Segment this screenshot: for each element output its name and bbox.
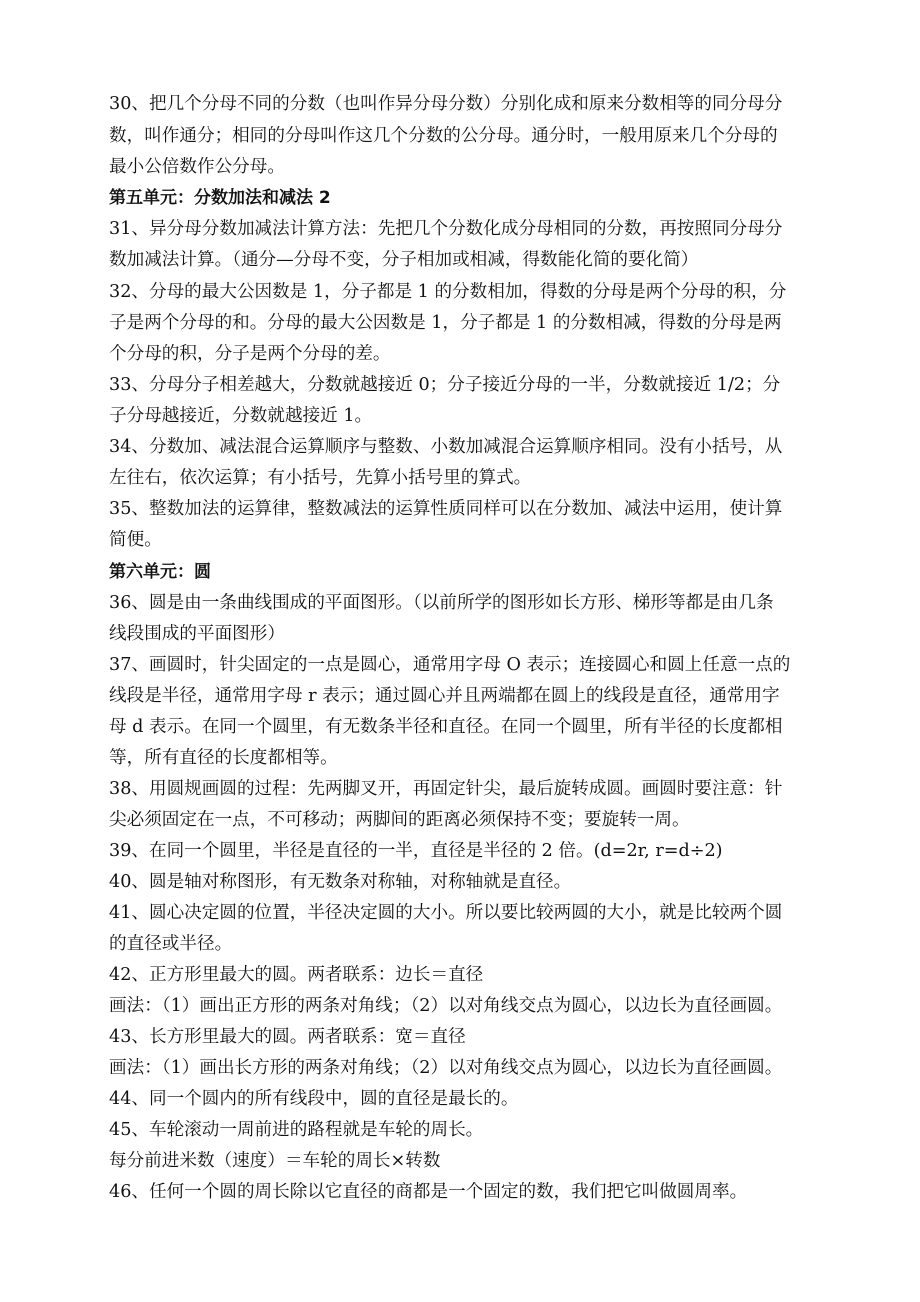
text-line-item-30-line-2: 数，叫作通分；相同的分母叫作这几个分数的公分母。通分时，一般用原来几个分母的 [109,126,778,146]
text-line-item-34-line-2: 左往右，依次运算；有小括号，先算小括号里的算式。 [109,468,532,488]
text-line-item-37-line-4: 等，所有直径的长度都相等。 [109,748,338,768]
text-line-item-36-line-1: 36、圆是由一条曲线围成的平面图形。（以前所学的图形如长方形、梯形等都是由几条 [109,593,774,613]
text-line-item-42: 42、正方形里最大的圆。两者联系：边长＝直径 [109,965,484,985]
text-line-item-37-line-1: 37、画圆时，针尖固定的一点是圆心，通常用字母 O 表示；连接圆心和圆上任意一点的 [109,655,791,675]
text-line-item-31-line-1: 31、异分母分数加减法计算方法：先把几个分数化成分母相同的分数，再按照同分母分 [109,219,783,239]
text-line-item-46: 46、任何一个圆的周长除以它直径的商都是一个固定的数，我们把它叫做圆周率。 [109,1182,748,1202]
text-line-item-30-line-1: 30、把几个分母不同的分数（也叫作异分母分数）分别化成和原来分数相等的同分母分 [109,94,783,114]
text-line-item-45: 45、车轮滚动一周前进的路程就是车轮的周长。 [109,1120,484,1140]
text-line-item-32-line-1: 32、分母的最大公因数是 1，分子都是 1 的分数相加，得数的分母是两个分母的积，分 [109,282,787,302]
text-line-item-33-line-1: 33、分母分子相差越大，分数就越接近 0；分子接近分母的一半，分数就接近 1/2；分 [109,375,781,395]
text-line-item-41-line-2: 的直径或半径。 [109,934,233,954]
text-line-item-43: 43、长方形里最大的圆。两者联系：宽＝直径 [109,1027,466,1047]
text-line-item-45-formula: 每分前进米数（速度）＝车轮的周长×转数 [109,1151,441,1171]
text-line-item-33-line-2: 子分母越接近，分数就越接近 1。 [109,406,373,426]
text-line-item-39: 39、在同一个圆里，半径是直径的一半，直径是半径的 2 倍。(d=2r, r=d÷2) [109,841,723,861]
text-line-item-35-line-1: 35、整数加法的运算律，整数减法的运算性质同样可以在分数加、减法中运用，使计算 [109,499,783,519]
text-line-item-31-line-2: 数加减法计算。（通分—分母不变，分子相加或相减，得数能化简的要化简） [109,250,699,270]
text-line-item-42-method: 画法：（1）画出正方形的两条对角线；（2）以对角线交点为圆心，以边长为直径画圆。 [109,996,783,1016]
text-line-item-36-line-2: 线段围成的平面图形） [109,624,285,644]
text-line-item-32-line-3: 个分母的积，分子是两个分母的差。 [109,344,391,364]
text-line-item-37-line-3: 母 d 表示。在同一个圆里，有无数条半径和直径。在同一个圆里，所有半径的长度都相 [109,717,783,737]
section-heading-unit-5: 第五单元：分数加法和减法 2 [109,188,331,208]
text-line-item-40: 40、圆是轴对称图形，有无数条对称轴，对称轴就是直径。 [109,872,572,892]
text-line-item-37-line-2: 线段是半径，通常用字母 r 表示；通过圆心并且两端都在圆上的线段是直径，通常用字 [109,686,780,706]
text-line-item-44: 44、同一个圆内的所有线段中，圆的直径是最长的。 [109,1089,519,1109]
text-line-item-38-line-1: 38、用圆规画圆的过程：先两脚叉开，再固定针尖，最后旋转成圆。画圆时要注意：针 [109,779,783,799]
text-line-item-43-method: 画法：（1）画出长方形的两条对角线；（2）以对角线交点为圆心，以边长为直径画圆。 [109,1058,783,1078]
text-line-item-35-line-2: 简便。 [109,530,162,550]
text-line-item-34-line-1: 34、分数加、减法混合运算顺序与整数、小数加减混合运算顺序相同。没有小括号，从 [109,437,783,457]
text-line-item-41-line-1: 41、圆心决定圆的位置，半径决定圆的大小。所以要比较两圆的大小，就是比较两个圆 [109,903,783,923]
text-line-item-38-line-2: 尖必须固定在一点，不可移动；两脚间的距离必须保持不变；要旋转一周。 [109,810,690,830]
section-heading-unit-6: 第六单元：圆 [109,562,211,582]
text-line-item-30-line-3: 最小公倍数作公分母。 [109,157,285,177]
text-line-item-32-line-2: 子是两个分母的和。分母的最大公因数是 1，分子都是 1 的分数相减，得数的分母是两 [109,313,782,333]
